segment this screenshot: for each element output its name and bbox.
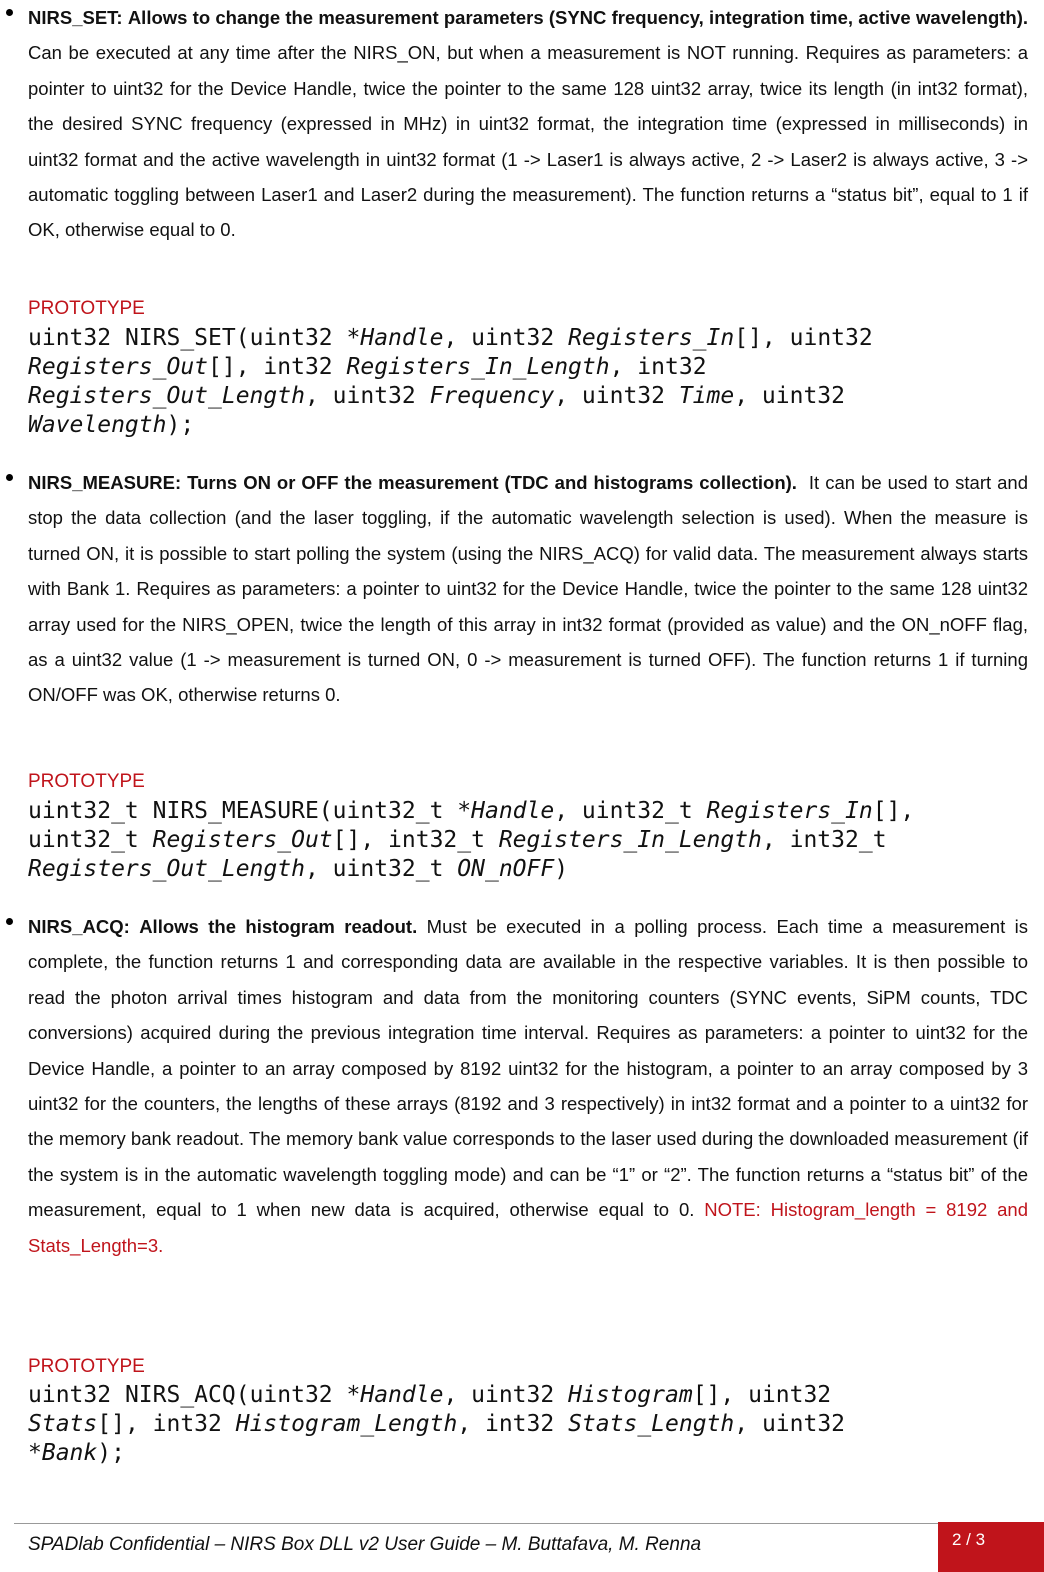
bullet-icon [6, 9, 13, 16]
nirs-measure-body: It can be used to start and stop the data collection (and the laser toggling, if the automatic wavelength selection is used). When the measure is turned ON, it is possible to start polling the system (using the NIRS_ACQ) for valid data. The measurement always starts with Bank 1. Requires as parameters: a pointer to uint32 for the Device Handle, twice the pointer to the same 128 uint32 array used for the NIRS_OPEN, twice the length of this array in int32 format (provided as value) and the ON_nOFF flag, as a uint32 value (1 -> measurement is turned ON, 0 -> measurement is turned OFF). The function returns 1 if turning ON/OFF was OK, otherwise returns 0. [28, 472, 1028, 706]
page-number [938, 1522, 1044, 1572]
nirs-set-function-name: NIRS_SET [124, 325, 236, 351]
nirs-acq-name: NIRS_ACQ: [28, 916, 130, 937]
section-nirs-set [28, 0, 1028, 248]
section-nirs-measure [28, 465, 1028, 713]
nirs-acq-body: Must be executed in a polling process. Each time a measurement is complete, the function returns 1 and corresponding data are available in the respective variables. It is then possible to read the photon arrival times histogram and data from the monitoring counters (SYNC events, SiPM counts, TDC conversions) acquired during the previous integration time interval. Requires as parameters: a pointer to uint32 for the Device Handle, a pointer to an array composed by 8192 uint32 for the histogram, a pointer to an array composed by 3 uint32 for the counters, the lengths of these arrays (8192 and 3 respectively) in int32 format and a pointer to a uint32 for the memory bank readout. The memory bank value corresponds to the laser used during the downloaded measurement (if the system is in the automatic wavelength toggling mode) and can be “1” or “2”. The function returns a “status bit” of the measurement, equal to 1 when new data is acquired, otherwise equal to 0. [28, 916, 1028, 1221]
nirs-measure-prototype-label: PROTOTYPE [28, 771, 145, 792]
nirs-acq-summary: Allows the histogram readout. [139, 916, 418, 937]
nirs-set-prototype-label: PROTOTYPE [28, 298, 145, 319]
nirs-acq-prototype-code: uint32 NIRS_ACQ(uint32 *Handle, uint32 Histogram[], uint32 Stats[], int32 Histogram_Length, int32 Stats_Length, uint32 *Bank); [28, 1382, 846, 1466]
nirs-measure-prototype-code: uint32_t NIRS_MEASURE(uint32_t *Handle, uint32_t Registers_In[], uint32_t Registers_Out[], int32_t Registers_In_Length, int32_t Registers_Out_Length, uint32_t ON_nOFF) [28, 798, 915, 882]
footer-divider [14, 1523, 1030, 1524]
page-number-label: 2 / 3 [952, 1530, 986, 1549]
footer-text: SPADlab Confidential – NIRS Box DLL v2 User Guide – M. Buttafava, M. Renna [28, 1534, 702, 1555]
bullet-icon [6, 918, 13, 925]
nirs-set-name: NIRS_SET: [28, 7, 123, 28]
nirs-measure-name: NIRS_MEASURE: [28, 472, 182, 493]
nirs-acq-function-name: NIRS_ACQ [124, 1382, 236, 1408]
nirs-acq-prototype-label: PROTOTYPE [28, 1356, 145, 1377]
nirs-measure-function-name: NIRS_MEASURE [152, 798, 319, 824]
nirs-set-description [28, 0, 1028, 248]
nirs-set-prototype-code: uint32 NIRS_SET(uint32 *Handle, uint32 Registers_In[], uint32 Registers_Out[], int32 Registers_In_Length, int32 Registers_Out_Length, uint32 Frequency, uint32 Time, uint32 Wavelength); [28, 325, 873, 438]
nirs-acq-description [28, 909, 1028, 1263]
nirs-set-body: Can be executed at any time after the NIRS_ON, but when a measurement is NOT running. Requires as parameters: a pointer to uint32 for the Device Handle, twice the pointer to the same 128 uint32 array, twice its length (in int32 format), the desired SYNC frequency (expressed in MHz) in uint32 format, the integration time (expressed in milliseconds) in uint32 format and the active wavelength in uint32 format (1 -> Laser1 is always active, 2 -> Laser2 is always active, 3 -> automatic toggling between Laser1 and Laser2 during the measurement). The function returns a “status bit”, equal to 1 if OK, otherwise equal to 0. [28, 42, 1028, 241]
nirs-measure-summary: Turns ON or OFF the measurement (TDC and histograms collection). [187, 472, 797, 493]
bullet-icon [6, 474, 13, 481]
nirs-set-summary: Allows to change the measurement parameters (SYNC frequency, integration time, active wavelength). [127, 7, 1029, 28]
section-nirs-acq [28, 909, 1028, 1263]
nirs-acq-note: NOTE: Histogram_length = 8192 and Stats_Length=3. [28, 1199, 1029, 1256]
nirs-measure-description [28, 465, 1028, 713]
